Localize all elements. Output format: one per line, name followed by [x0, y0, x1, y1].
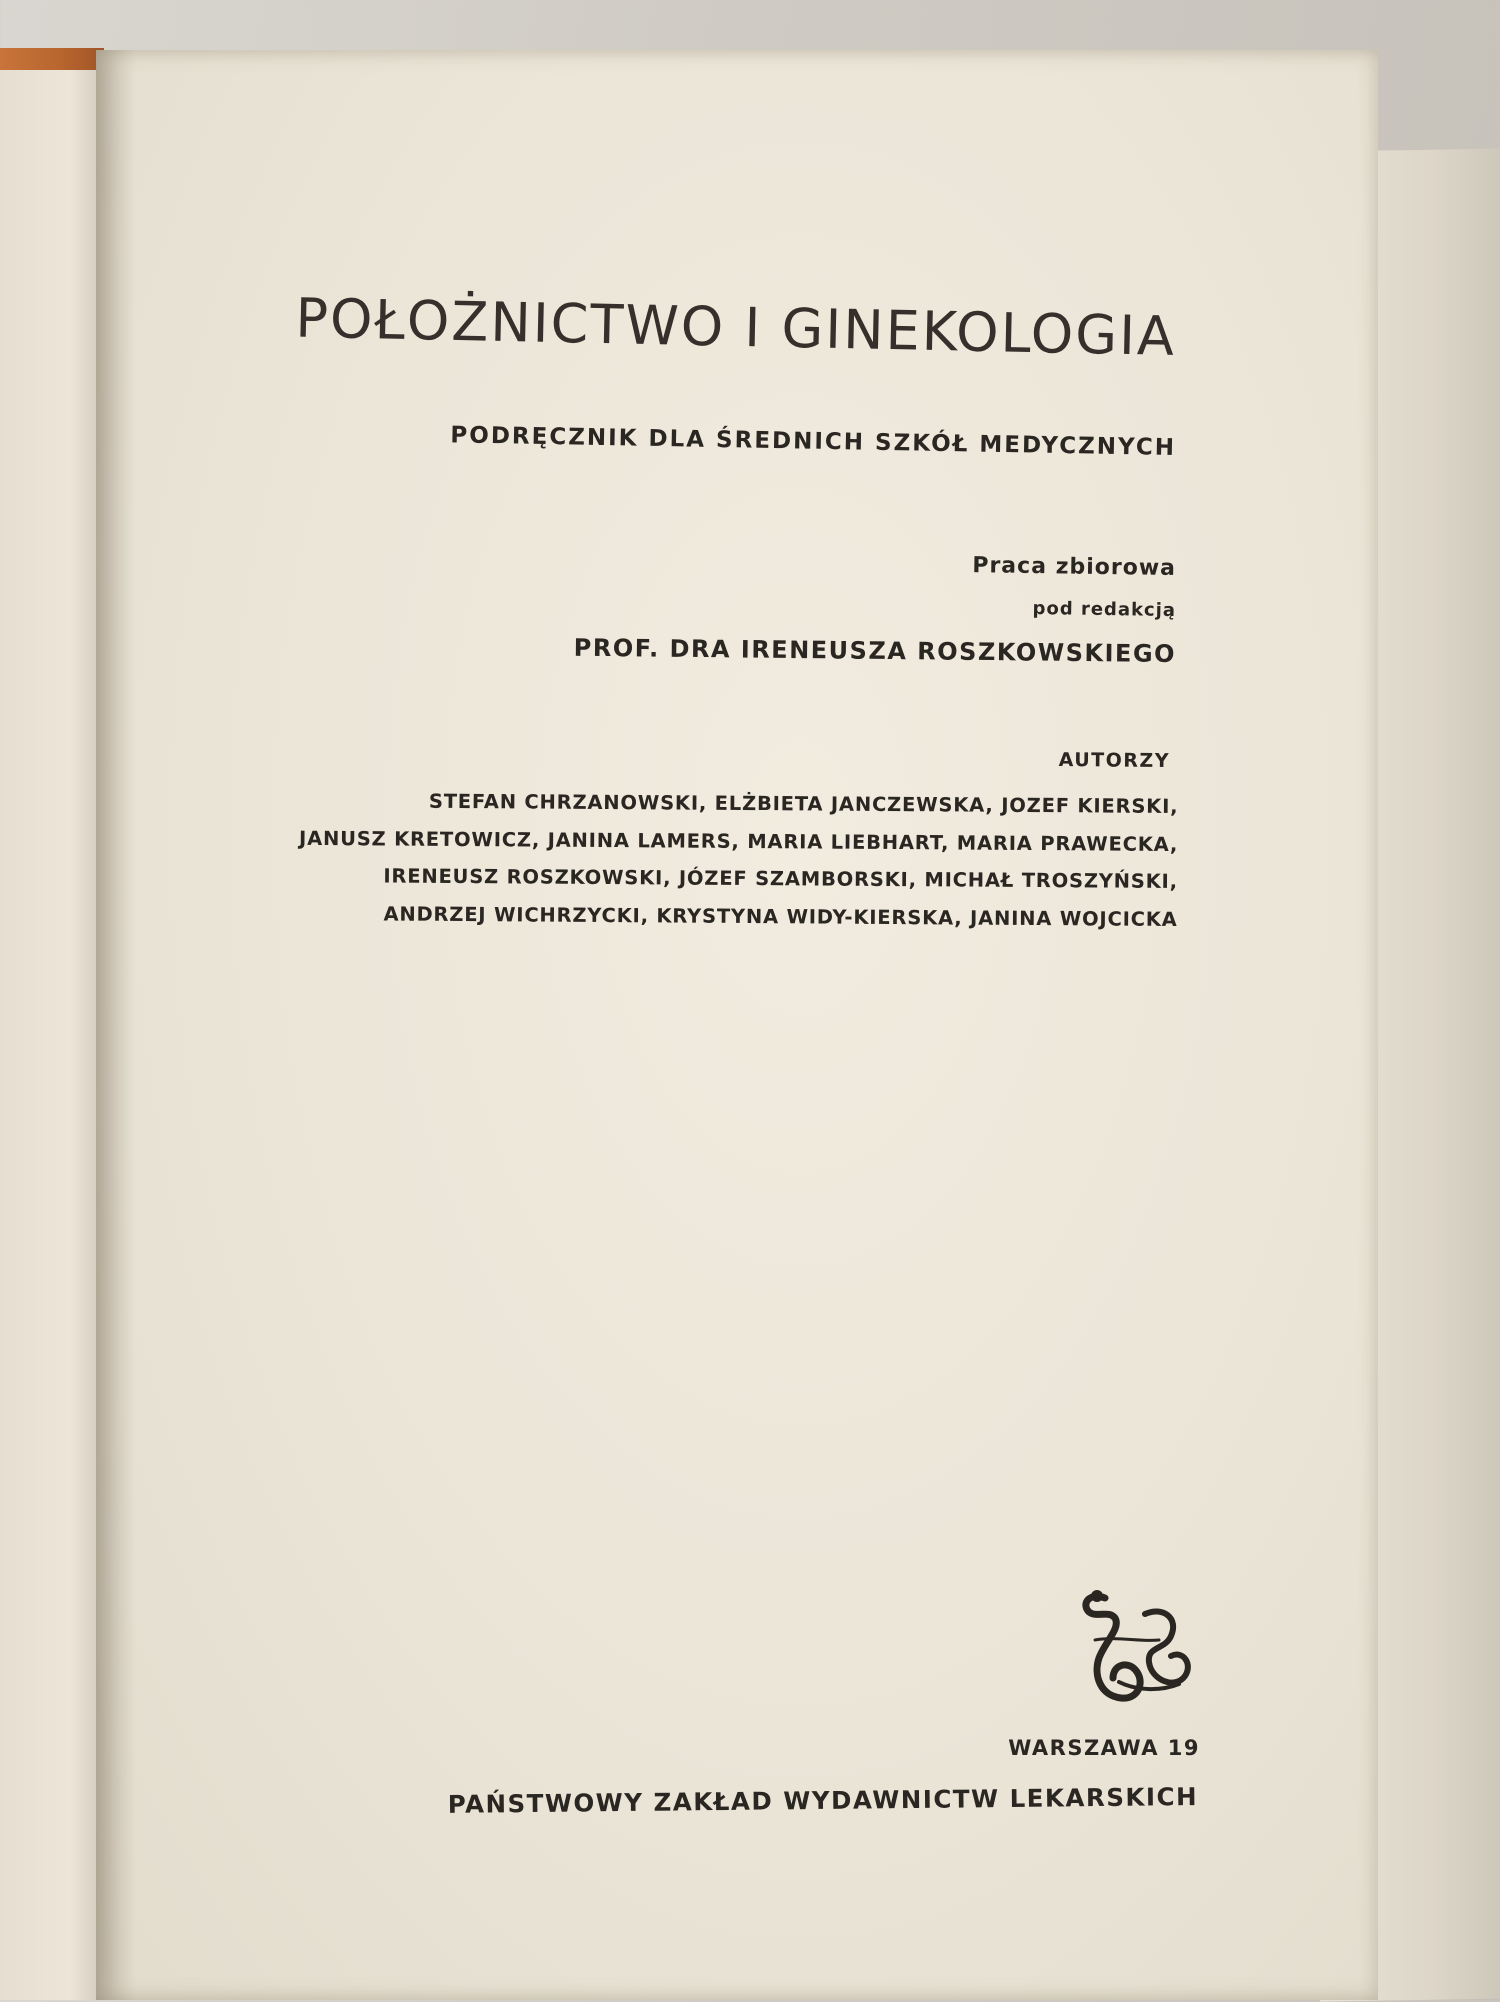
book-subtitle: PODRĘCZNIK DLA ŚREDNICH SZKÓŁ MEDYCZNYCH [450, 422, 1177, 461]
editor-prefix: pod redakcją [1032, 597, 1177, 621]
gutter-shadow [96, 50, 136, 2000]
authors-list [239, 781, 1178, 938]
author-line: ANDRZEJ WICHRZYCKI, KRYSTYNA WIDY-KIERSKA, JANINA WOJCICKA [383, 901, 1178, 931]
left-page-edge [0, 70, 100, 2000]
author-line: IRENEUSZ ROSZKOWSKI, JÓZEF SZAMBORSKI, MICHAŁ TROSZYŃSKI, [383, 864, 1178, 893]
editor-name: PROF. DRA IRENEUSZA ROSZKOWSKIEGO [573, 633, 1177, 668]
author-line: JANUSZ KRETOWICZ, JANINA LAMERS, MARIA LIEBHART, MARIA PRAWECKA, [298, 826, 1179, 856]
author-line: STEFAN CHRZANOWSKI, ELŻBIETA JANCZEWSKA, JOZEF KIERSKI, [428, 789, 1179, 819]
publisher-name: PAŃSTWOWY ZAKŁAD WYDAWNICTW LEKARSKICH [447, 1782, 1199, 1819]
place-year: WARSZAWA 19 [1008, 1736, 1200, 1760]
authors-heading: AUTORZY [1058, 749, 1171, 772]
book-title: POŁOŻNICTWO I GINEKOLOGIA [294, 286, 1177, 368]
serpent-logo-icon [1075, 1580, 1200, 1710]
work-type: Praca zbiorowa [972, 553, 1177, 581]
